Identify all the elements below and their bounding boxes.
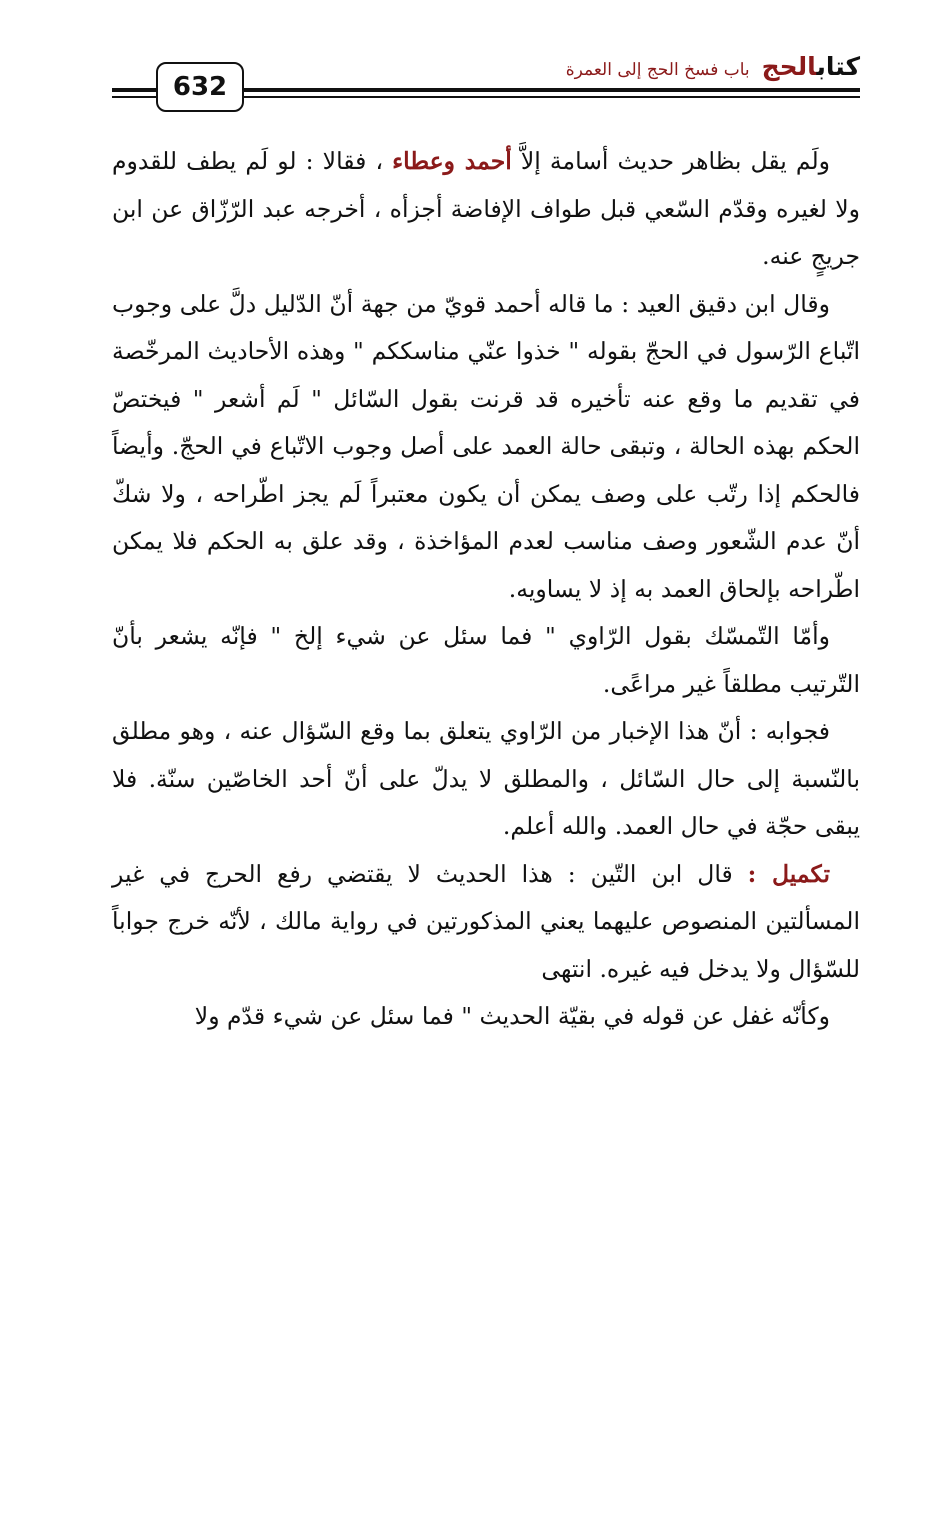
header-title-row <box>566 52 860 81</box>
paragraph-2: وقال ابن دقيق العيد : ما قاله أحمد قويّ من جهة أنّ الدّليل دلَّ على وجوب اتّباع الرّسول في الحجّ بقوله " خذوا عنّي مناسككم " وهذه الأحاديث المرخّصة في تقديم ما وقع عنه تأخيره قد قرنت بقول السّائل " لَم أشعر " فيختصّ الحكم بهذه الحالة ، وتبقى حالة العمد على أصل وجوب الاتّباع في الحجّ. وأيضاً فالحكم إذا رتّب على وصف يمكن أن يكون معتبراً لَم يجز اطّراحه ، ولا شكّ أنّ عدم الشّعور وصف مناسب لعدم المؤاخذة ، وقد علق به الحكم فلا يمكن اطّراحه بإلحاق العمد به إذ لا يساويه. <box>112 289 860 603</box>
paragraph-1 <box>112 138 860 281</box>
page-number: 632 <box>156 62 244 112</box>
paragraph-1-pre: ولَم يقل بظاهر حديث أسامة إلاَّ <box>511 147 830 175</box>
book-title-main: كتاب <box>816 52 860 81</box>
page-body <box>112 138 860 1041</box>
paragraph-4: فجوابه : أنّ هذا الإخبار من الرّاوي يتعلق بما وقع السّؤال عنه ، وهو مطلق بالنّسبة إلى حال السّائل ، والمطلق لا يدلّ على أنّ أحد الخاصّين سنّة. فلا يبقى حجّة في حال العمد. والله أعلم. <box>112 717 860 840</box>
paragraph-3: وأمّا التّمسّك بقول الرّاوي " فما سئل عن شيء إلخ " فإنّه يشعر بأنّ التّرتيب مطلقاً غير مراعًى. <box>112 622 860 698</box>
chapter-title: باب فسخ الحج إلى العمرة <box>565 60 750 80</box>
paragraph-5 <box>112 851 860 994</box>
takmil-heading: تكميل : <box>747 859 830 888</box>
book-title-accent: الحج <box>761 52 817 81</box>
paragraph-6: وكأنّه غفل عن قوله في بقيّة الحديث " فما سئل عن شيء قدّم ولا <box>194 1002 830 1030</box>
paragraph-1-post: ، فقالا : لو لَم يطف للقدوم ولا لغيره وقدّم السّعي قبل طواف الإفاضة أجزأه ، أخرجه عبد الرّزّاق عن ابن جريجٍ عنه. <box>112 147 860 270</box>
book-title <box>762 52 860 81</box>
paragraph-5-post: قال ابن التّين : هذا الحديث لا يقتضي رفع الحرج في غير المسألتين المنصوص عليهما يعني المذكورتين في رواية مالك ، لأنّه خرج جواباً للسّؤال ولا يدخل فيه غيره. انتهى <box>112 859 860 983</box>
page-header <box>112 50 860 110</box>
paragraph-1-highlight: أحمد وعطاء <box>392 147 512 175</box>
